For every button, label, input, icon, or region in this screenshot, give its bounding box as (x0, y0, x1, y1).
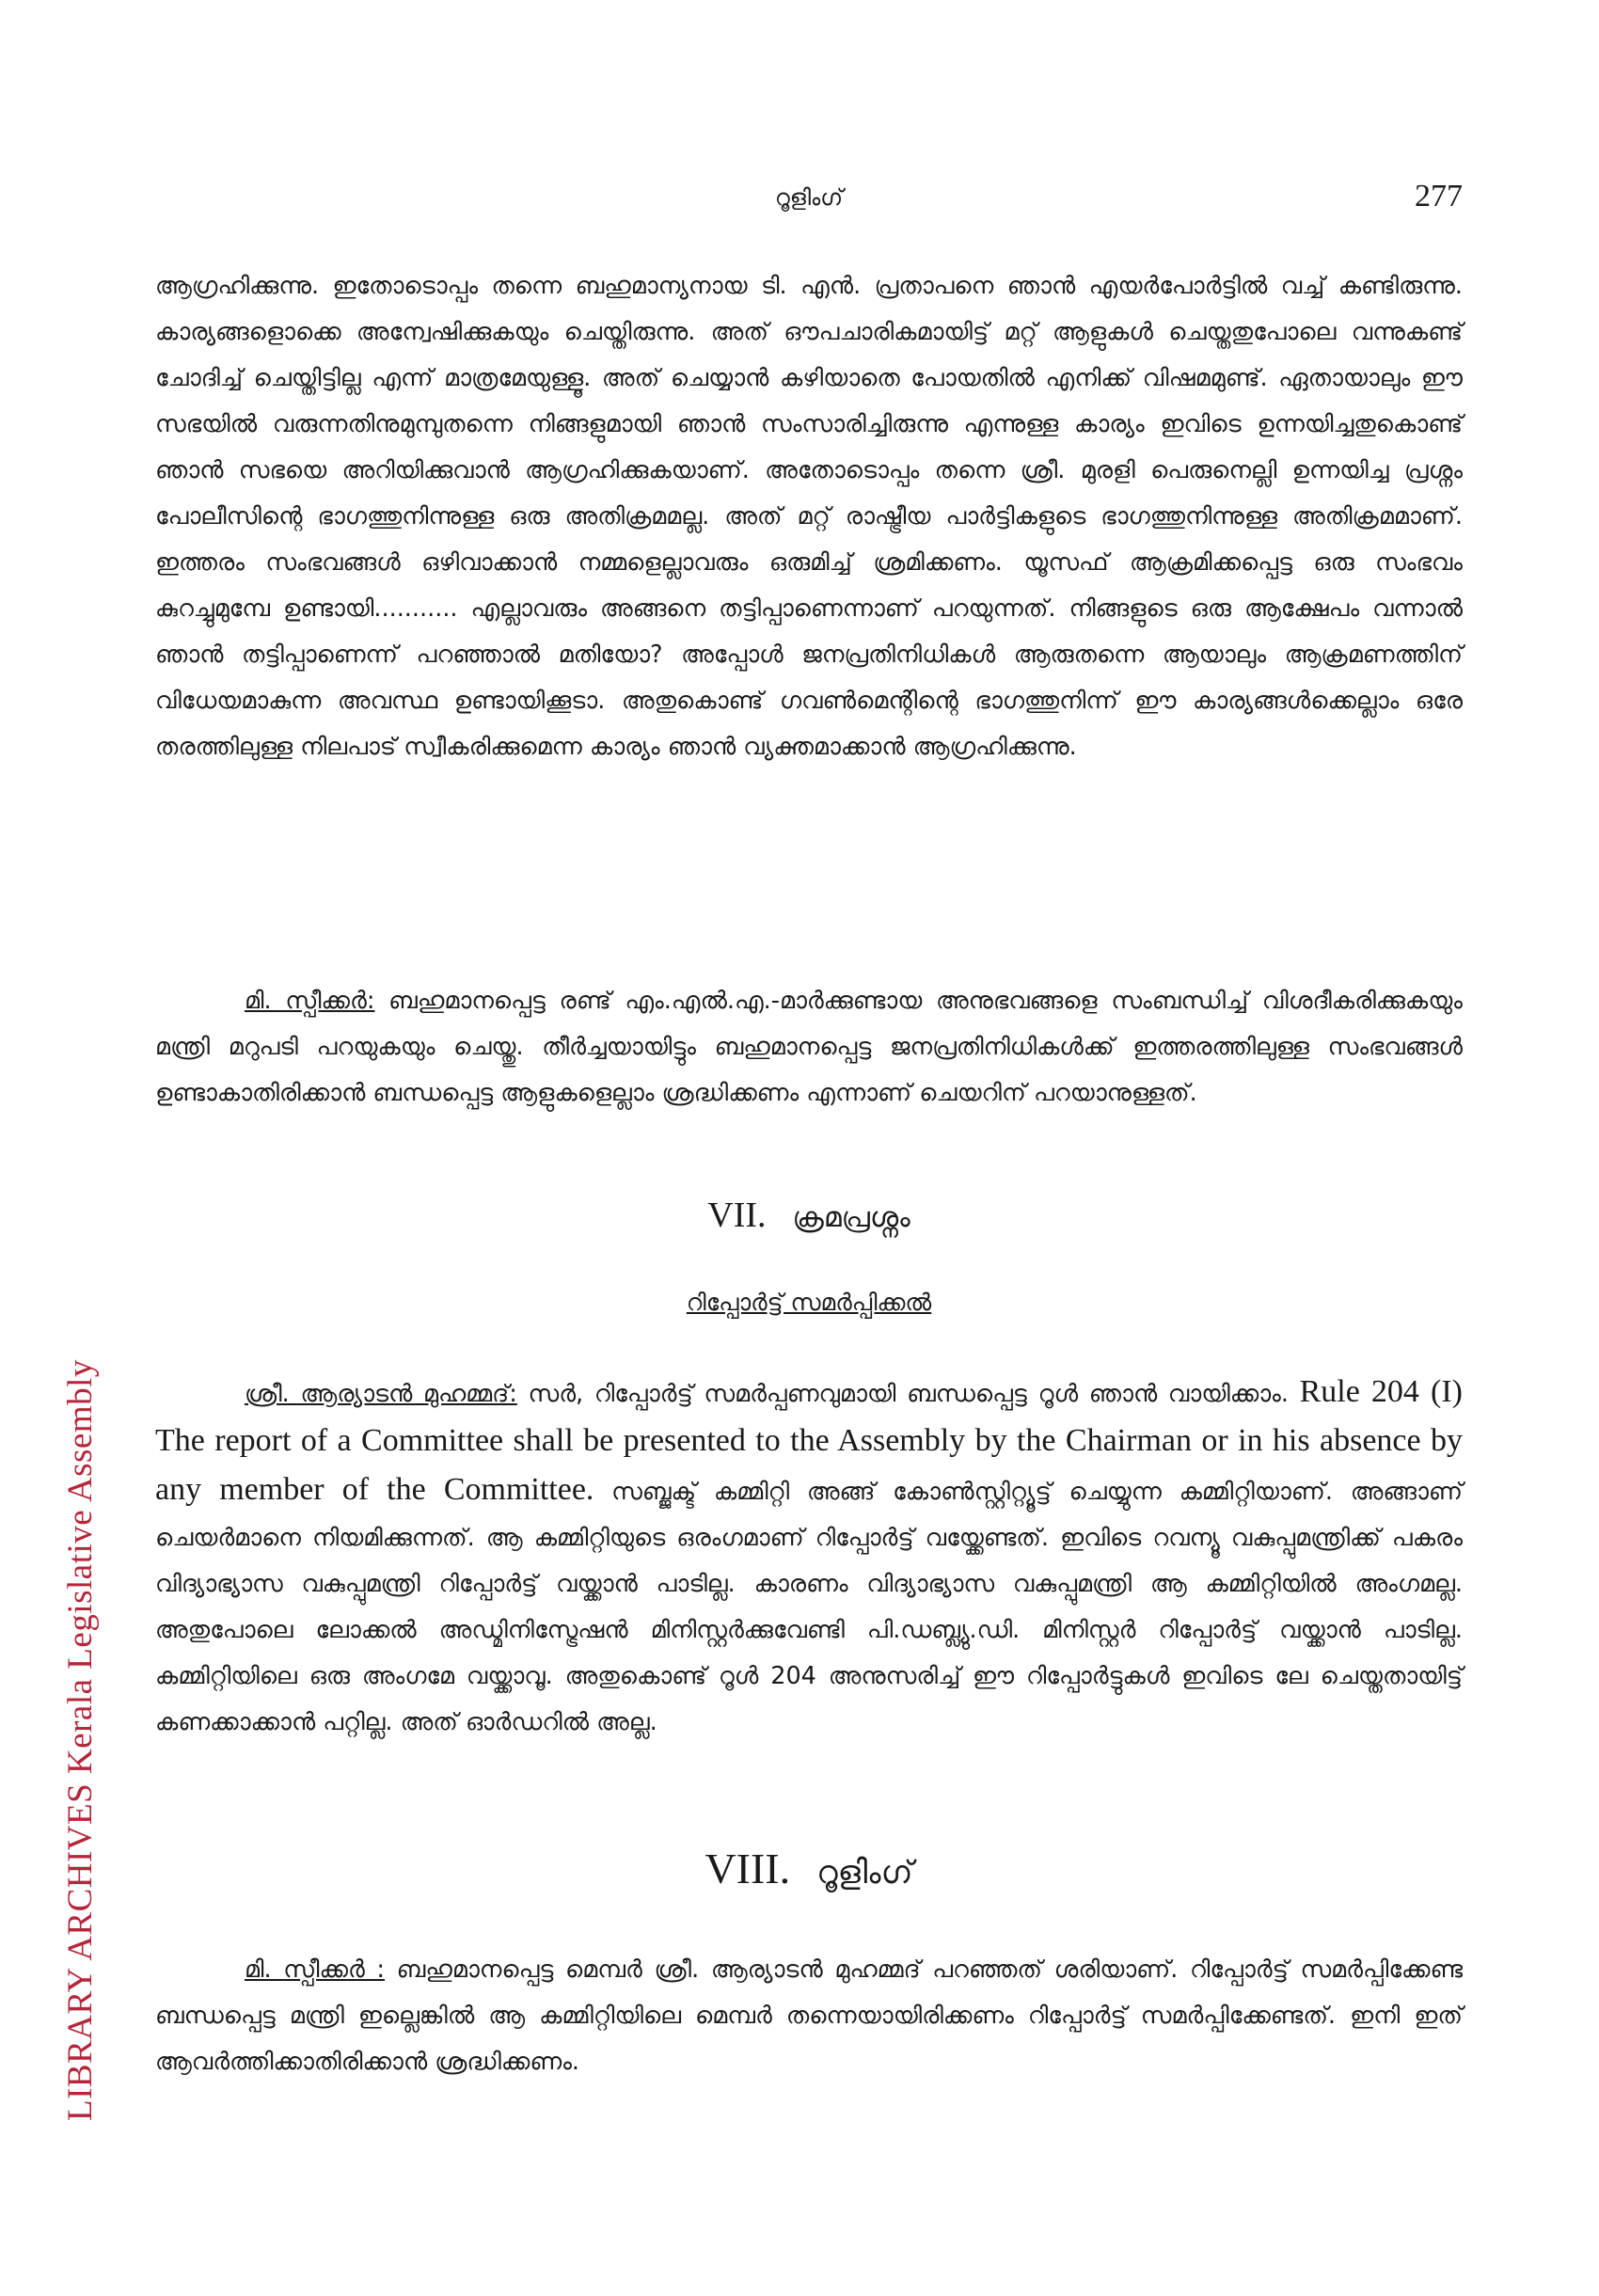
paragraph-body (155, 1369, 1463, 1746)
speaker-name: മി. സ്പീക്കർ : (245, 1956, 386, 1984)
running-title: റൂളിംഗ് (774, 184, 844, 211)
paragraph-text: ബഹുമാനപ്പെട്ട രണ്ട് എം.എൽ.എ.-മാർക്കുണ്ടായ അനുഭവങ്ങളെ സംബന്ധിച്ച് വിശദീകരിക്കുകയും മന്ത്രി മറുപടി പറയുകയും ചെയ്തു. തീർച്ചയായിട്ടും ബഹുമാനപ്പെട്ട ജനപ്രതിനിധികൾക്ക് ഇത്തരത്തിലുള്ള സംഭവങ്ങൾ ഉണ്ടാകാതിരിക്കാൻ ബന്ധപ്പെട്ട ആളുകളെല്ലാം ശ്രദ്ധിക്കണം എന്നാണ് ചെയറിന് പറയാനുള്ളത്. (155, 987, 1463, 1107)
paragraph-point-of-order (155, 1369, 1463, 1746)
paragraph-text-continued: സബ്ജക്ട് കമ്മിറ്റി അങ്ങ് കോൺസ്റ്റിറ്റ്യൂട്ട് ചെയ്യുന്ന കമ്മിറ്റിയാണ്. അങ്ങാണ് ചെയർമാനെ നിയമിക്കുന്നത്. ആ കമ്മിറ്റിയുടെ ഒരംഗമാണ് റിപ്പോർട്ട് വയ്ക്കേണ്ടത്. ഇവിടെ റവന്യൂ വകുപ്പുമന്ത്രിക്ക് പകരം വിദ്യാഭ്യാസ വകുപ്പുമന്ത്രി റിപ്പോർട്ട് വയ്ക്കാൻ പാടില്ല. കാരണം വിദ്യാഭ്യാസ വകുപ്പുമന്ത്രി ആ കമ്മിറ്റിയിൽ അംഗമല്ല. അതുപോലെ ലോക്കൽ അഡ്മിനിസ്ട്രേഷൻ മിനിസ്റ്റർക്കുവേണ്ടി പി.ഡബ്ല്യു.ഡി. മിനിസ്റ്റർ റിപ്പോർട്ട് വയ്ക്കാൻ പാടില്ല. കമ്മിറ്റിയിലെ ഒരു അംഗമേ വയ്ക്കാവൂ. അതുകൊണ്ട് റൂൾ 204 അനുസരിച്ച് ഈ റിപ്പോർട്ടുകൾ ഇവിടെ ലേ ചെയ്തതായിട്ട് കണക്കാക്കാൻ പറ്റില്ല. അത് ഓർഡറിൽ അല്ല. (155, 1478, 1464, 1736)
page-header (155, 179, 1463, 226)
paragraph-speaker-remark (155, 978, 1463, 1116)
archive-watermark: LIBRARY ARCHIVES Kerala Legislative Assembly (61, 1359, 100, 2121)
rule-quote: Rule 204 (I) The report of a Committee shall be presented to the Assembly by the Chairman or in his absence by any member of the Committee. (155, 1374, 1463, 1507)
paragraph-continuation (155, 263, 1463, 770)
section-subheading: റിപ്പോർട്ട് സമർപ്പിക്കൽ (686, 1289, 932, 1316)
section-heading-point-of-order (155, 1195, 1463, 1236)
section-number: VII. (707, 1196, 767, 1235)
paragraph-body (155, 978, 1463, 1116)
section-title: റൂളിംഗ് (816, 1854, 913, 1892)
paragraph-text: ബഹുമാനപ്പെട്ട മെമ്പർ ശ്രീ. ആര്യാടൻ മുഹമ്മദ് പറഞ്ഞത് ശരിയാണ്. റിപ്പോർട്ട് സമർപ്പിക്കേണ്ട ബന്ധപ്പെട്ട മന്ത്രി ഇല്ലെങ്കിൽ ആ കമ്മിറ്റിയിലെ മെമ്പർ തന്നെയായിരിക്കണം റിപ്പോർട്ട് സമർപ്പിക്കേണ്ടത്. ഇനി ഇത് ആവർത്തിക്കാതിരിക്കാൻ ശ്രദ്ധിക്കണം. (155, 1956, 1463, 2076)
paragraph-text: ആഗ്രഹിക്കുന്നു. ഇതോടൊപ്പം തന്നെ ബഹുമാന്യനായ ടി. എൻ. പ്രതാപനെ ഞാൻ എയർപോർട്ടിൽ വച്ച് കണ്ടിരുന്നു. കാര്യങ്ങളൊക്കെ അന്വേഷിക്കുകയും ചെയ്തിരുന്നു. അത് ഔപചാരികമായിട്ട് മറ്റ് ആളുകൾ ചെയ്തതുപോലെ വന്നുകണ്ട് ചോദിച്ച് ചെയ്തിട്ടില്ല എന്ന് മാത്രമേയുള്ളൂ. അത് ചെയ്യാൻ കഴിയാതെ പോയതിൽ എനിക്ക് വിഷമമുണ്ട്. ഏതായാലും ഈ സഭയിൽ വരുന്നതിനുമുമ്പുതന്നെ നിങ്ങളുമായി ഞാൻ സംസാരിച്ചിരുന്നു എന്നുള്ള കാര്യം ഇവിടെ ഉന്നയിച്ചതുകൊണ്ട് ഞാൻ സഭയെ അറിയിക്കുവാൻ ആഗ്രഹിക്കുകയാണ്. അതോടൊപ്പം തന്നെ ശ്രീ. മുരളി പെരുനെല്ലി ഉന്നയിച്ച പ്രശ്നം പോലീസിന്റെ ഭാഗത്തുനിന്നുള്ള ഒരു അതിക്രമമല്ല. അത് മറ്റ് രാഷ്ട്രീയ പാർട്ടികളുടെ ഭാഗത്തുനിന്നുള്ള അതിക്രമമാണ്. ഇത്തരം സംഭവങ്ങൾ ഒഴിവാക്കാൻ നമ്മളെല്ലാവരും ഒരുമിച്ച് ശ്രമിക്കണം. യൂസഫ് ആക്രമിക്കപ്പെട്ട ഒരു സംഭവം കുറച്ചുമുമ്പേ ഉണ്ടായി........... എല്ലാവരും അങ്ങനെ തട്ടിപ്പാണെന്നാണ് പറയുന്നത്. നിങ്ങളുടെ ഒരു ആക്ഷേപം വന്നാൽ ഞാൻ തട്ടിപ്പാണെന്ന് പറഞ്ഞാൽ മതിയോ? അപ്പോൾ ജനപ്രതിനിധികൾ ആരുതന്നെ ആയാലും ആക്രമണത്തിന് വിധേയമാകുന്ന അവസ്ഥ ഉണ്ടായിക്കൂടാ. അതുകൊണ്ട് ഗവൺമെന്റിന്റെ ഭാഗത്തുനിന്ന് ഈ കാര്യങ്ങൾക്കെല്ലാം ഒരേ തരത്തിലുള്ള നിലപാട് സ്വീകരിക്കുമെന്ന കാര്യം ഞാൻ വ്യക്തമാക്കാൻ ആഗ്രഹിക്കുന്നു. (155, 272, 1463, 761)
speaker-name: ശ്രീ. ആര്യാടൻ മുഹമ്മദ്: (245, 1380, 517, 1408)
page-number: 277 (1415, 179, 1463, 214)
section-number: VIII. (705, 1845, 791, 1892)
paragraph-body (155, 1947, 1463, 2085)
speaker-name: മി. സ്പീക്കർ: (245, 987, 375, 1015)
paragraph-text: സർ, റിപ്പോർട്ട് സമർപ്പണവുമായി ബന്ധപ്പെട്ട റൂൾ ഞാൻ വായിക്കാം. (516, 1380, 1300, 1408)
section-heading-ruling (155, 1844, 1463, 1893)
section-title: ക്രമപ്രശ്നം (792, 1201, 910, 1234)
paragraph-ruling (155, 1947, 1463, 2085)
